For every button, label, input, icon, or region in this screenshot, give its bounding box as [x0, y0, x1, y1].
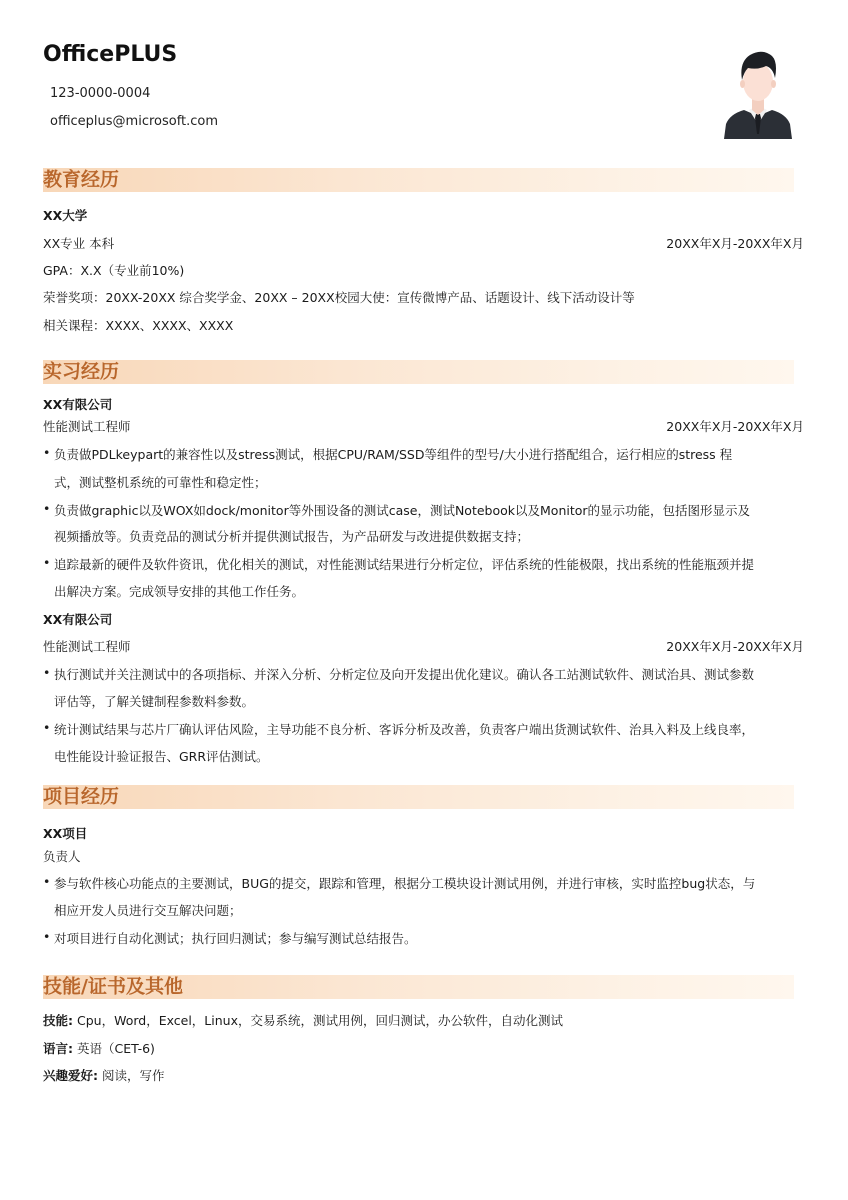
internship-section-title: 实习经历 — [43, 360, 120, 383]
skills-label: 技能: — [43, 1013, 73, 1028]
education-date: 20XX年X月-20XX年X月 — [666, 236, 804, 251]
courses: 相关课程：XXXX、XXXX、XXXX — [43, 318, 234, 333]
job-role: 性能测试工程师 — [43, 419, 131, 434]
education-section-title: 教育经历 — [43, 168, 120, 191]
bullet-marker: • — [43, 665, 51, 680]
school-name: XX大学 — [43, 208, 88, 223]
internship-section-header — [43, 360, 794, 384]
bullet-marker: • — [43, 555, 51, 570]
bullet-text: 对项目进行自动化测试；执行回归测试；参与编写测试总结报告。 — [54, 931, 417, 946]
bullet-text-continued: 视频播放等。负责竞品的测试分析并提供测试报告，为产品研发与改进提供数据支持； — [54, 529, 530, 544]
honors: 荣誉奖项：20XX-20XX 综合奖学金、20XX – 20XX校园大使：宣传微博产品、话题设计、线下活动设计等 — [43, 290, 635, 305]
job-date: 20XX年X月-20XX年X月 — [666, 419, 804, 434]
bullet-marker: • — [43, 874, 51, 889]
hobbies-row — [43, 1066, 165, 1084]
bullet-text: 负责做graphic以及WOX如dock/monitor等外围设备的测试case，测试Notebook以及Monitor的显示功能，包括图形显示及 — [54, 503, 751, 518]
bullet-text: 参与软件核心功能点的主要测试，BUG的提交，跟踪和管理，根据分工模块设计测试用例，并进行审核，实时监控bug状态，与 — [54, 876, 756, 891]
bullet-marker: • — [43, 501, 51, 516]
project-role: 负责人 — [43, 849, 81, 864]
bullet-marker: • — [43, 445, 51, 460]
hobbies-label: 兴趣爱好: — [43, 1068, 98, 1083]
project-section-header — [43, 785, 794, 809]
skills-section-header — [43, 975, 794, 999]
job-role: 性能测试工程师 — [43, 639, 131, 654]
company-name: XX有限公司 — [43, 397, 113, 412]
skills-section-title: 技能/证书及其他 — [43, 975, 183, 998]
bullet-marker: • — [43, 720, 51, 735]
project-section-title: 项目经历 — [43, 785, 120, 808]
bullet-text-continued: 电性能设计验证报告、GRR评估测试。 — [54, 749, 269, 764]
skills-value: Cpu，Word，Excel，Linux，交易系统，测试用例，回归测试，办公软件，自动化测试 — [76, 1013, 563, 1028]
bullet-text-continued: 评估等，了解关键制程参数料参数。 — [54, 694, 255, 709]
major-degree: XX专业 本科 — [43, 236, 115, 251]
language-value: 英语（CET-6) — [76, 1041, 155, 1056]
job-date: 20XX年X月-20XX年X月 — [666, 639, 804, 654]
bullet-text-continued: 相应开发人员进行交互解决问题； — [54, 903, 242, 918]
email-address: officeplus@microsoft.com — [50, 114, 219, 129]
candidate-name: OfficePLUS — [43, 42, 178, 67]
language-row — [43, 1039, 155, 1057]
phone-number: 123-0000-0004 — [50, 86, 151, 101]
skills-row — [43, 1011, 563, 1029]
bullet-text: 执行测试并关注测试中的各项指标、并深入分析、分析定位及向开发提出优化建议。确认各工站测试软件、测试治具、测试参数 — [54, 667, 755, 682]
avatar-icon — [722, 44, 794, 139]
bullet-text-continued: 出解决方案。完成领导安排的其他工作任务。 — [54, 584, 305, 599]
language-label: 语言: — [43, 1041, 73, 1056]
hobbies-value: 阅读，写作 — [101, 1068, 165, 1083]
gpa: GPA：X.X（专业前10%) — [43, 263, 185, 278]
bullet-text-continued: 式，测试整机系统的可靠性和稳定性； — [54, 475, 267, 490]
company-name: XX有限公司 — [43, 612, 113, 627]
bullet-marker: • — [43, 929, 51, 944]
bullet-text: 追踪最新的硬件及软件资讯，优化相关的测试，对性能测试结果进行分析定位，评估系统的性能极限，找出系统的性能瓶颈并提 — [54, 557, 755, 572]
project-name: XX项目 — [43, 826, 88, 841]
education-section-header — [43, 168, 794, 192]
bullet-text: 统计测试结果与芯片厂确认评估风险，主导功能不良分析、客诉分析及改善，负责客户端出货测试软件、治具入料及上线良率， — [54, 722, 755, 737]
bullet-text: 负责做PDLkeypart的兼容性以及stress测试，根据CPU/RAM/SSD等组件的型号/大小进行搭配组合，运行相应的stress 程 — [54, 447, 733, 462]
